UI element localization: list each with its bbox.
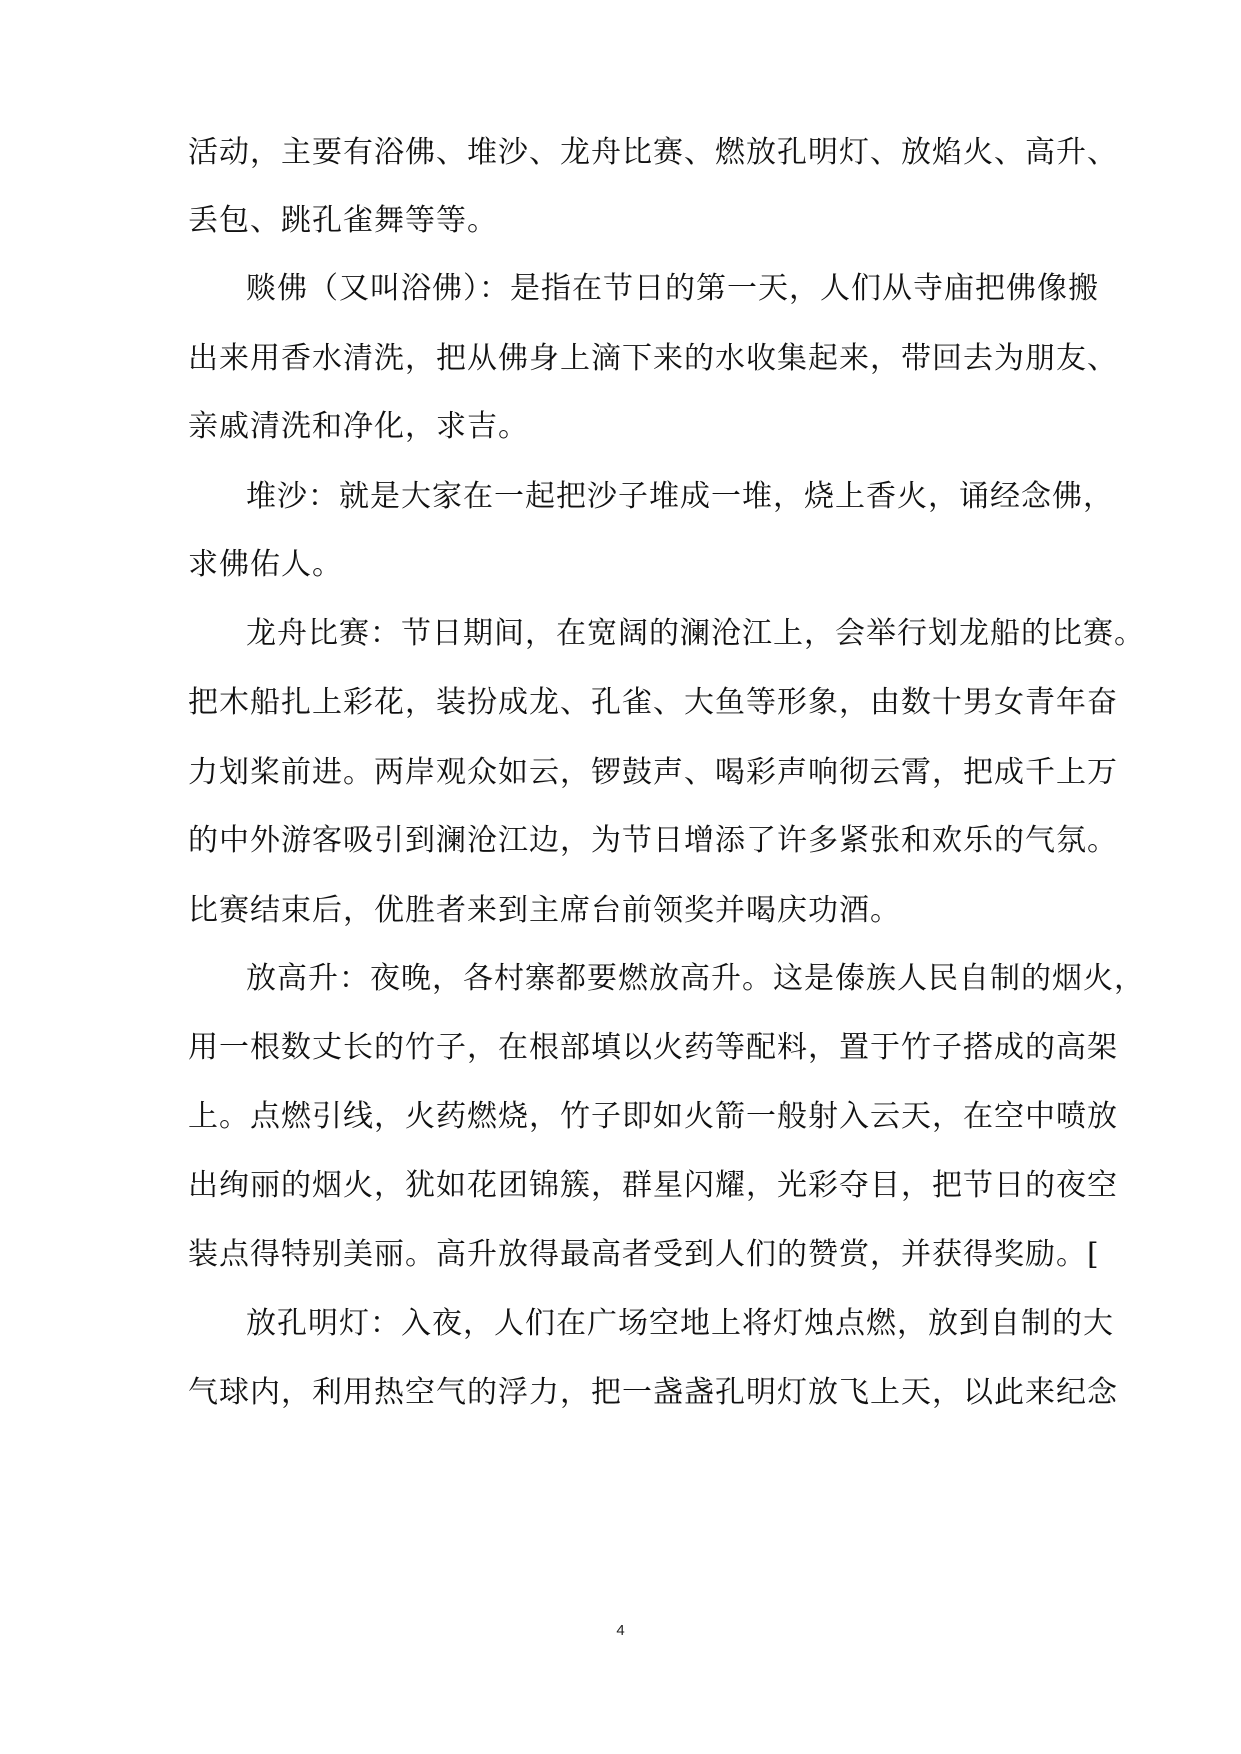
text-line: 活动，主要有浴佛、堆沙、龙舟比赛、燃放孔明灯、放焰火、高升、: [188, 135, 1118, 170]
text-line: 出绚丽的烟火，犹如花团锦簇，群星闪耀，光彩夺目，把节日的夜空: [188, 1168, 1118, 1203]
text-line: 的中外游客吸引到澜沧江边，为节日增添了许多紧张和欢乐的气氛。: [188, 823, 1118, 858]
page-number: 4: [616, 1622, 625, 1639]
text-line: 丢包、跳孔雀舞等等。: [188, 203, 498, 238]
text-line: 用一根数丈长的竹子，在根部填以火药等配料，置于竹子搭成的高架: [188, 1030, 1118, 1065]
text-line: 力划桨前进。两岸观众如云，锣鼓声、喝彩声响彻云霄，把成千上万: [188, 755, 1118, 790]
text-line: 比赛结束后，优胜者来到主席台前领奖并喝庆功酒。: [188, 893, 901, 928]
text-line: 把木船扎上彩花，装扮成龙、孔雀、大鱼等形象，由数十男女青年奋: [188, 685, 1118, 720]
text-line: 求佛佑人。: [188, 547, 343, 582]
paragraph-start-line: 放高升：夜晚，各村寨都要燃放高升。这是傣族人民自制的烟火，: [246, 961, 1145, 996]
text-line: 出来用香水清洗，把从佛身上滴下来的水收集起来，带回去为朋友、: [188, 341, 1118, 376]
paragraph-start-line: 放孔明灯：入夜，人们在广场空地上将灯烛点燃，放到自制的大: [246, 1306, 1114, 1341]
paragraph-start-line: 龙舟比赛：节日期间，在宽阔的澜沧江上，会举行划龙船的比赛。: [246, 616, 1145, 651]
paragraph-start-line: 堆沙：就是大家在一起把沙子堆成一堆，烧上香火，诵经念佛，: [246, 479, 1114, 514]
text-line: 上。点燃引线，火药燃烧，竹子即如火箭一般射入云天，在空中喷放: [188, 1099, 1118, 1134]
text-line: 亲戚清洗和净化，求吉。: [188, 409, 529, 444]
text-line: 气球内，利用热空气的浮力，把一盏盏孔明灯放飞上天，以此来纪念: [188, 1375, 1118, 1410]
paragraph-start-line: 赕佛（又叫浴佛）：是指在节日的第一天，人们从寺庙把佛像搬: [246, 271, 1099, 306]
text-line: 装点得特别美丽。高升放得最高者受到人们的赞赏，并获得奖励。[: [188, 1237, 1100, 1272]
